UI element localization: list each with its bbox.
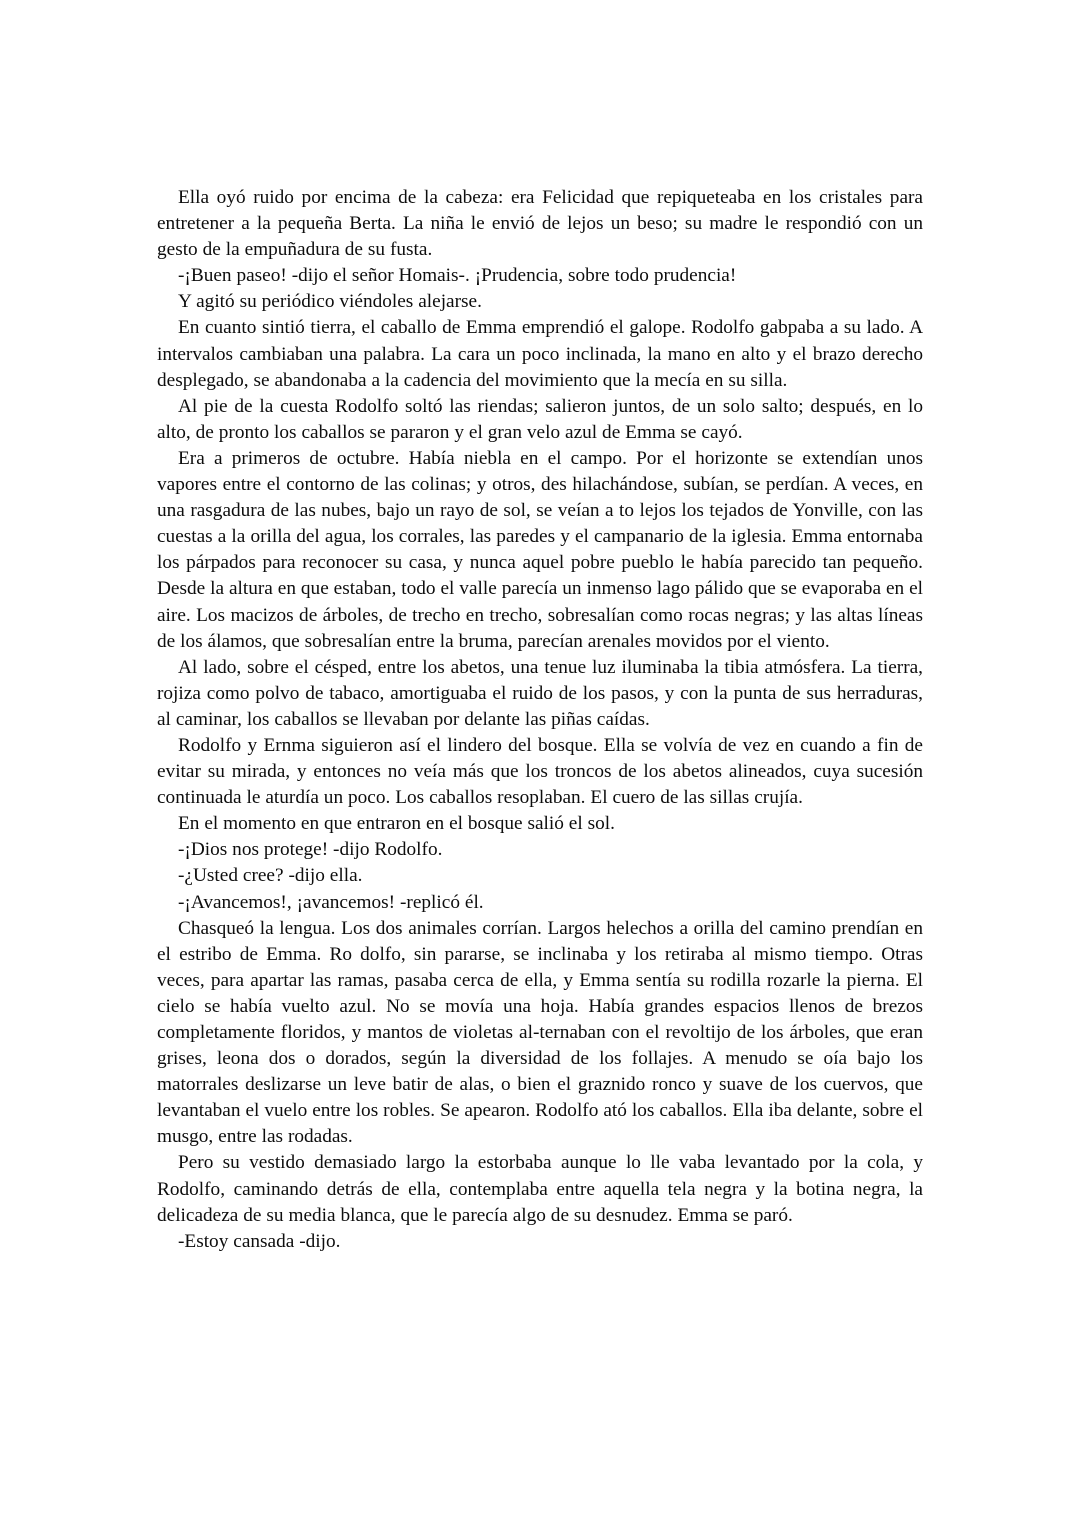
- body-text-block: [157, 185, 923, 1255]
- paragraph: En el momento en que entraron en el bosque salió el sol.: [178, 813, 615, 835]
- paragraph: -¡Avancemos!, ¡avancemos! -replicó él.: [178, 891, 484, 913]
- paragraph: -Estoy cansada -dijo.: [178, 1230, 341, 1252]
- paragraph: -¡Buen paseo! -dijo el señor Homais-. ¡Prudencia, sobre todo prudencia!: [178, 265, 737, 287]
- paragraph: -¡Dios nos protege! -dijo Rodolfo.: [178, 839, 443, 861]
- paragraph: Al lado, sobre el césped, entre los abetos, una tenue luz iluminaba la tibia atmósfera. La tierra, rojiza como polvo de tabaco, amortiguaba el ruido de los pasos, y con la punta de sus herraduras, al caminar, los caballos se llevaban por delante las piñas caídas.: [157, 656, 923, 730]
- paragraph: Pero su vestido demasiado largo la estorbaba aunque lo lle vaba levantado por la cola, y Rodolfo, caminando detrás de ella, contemplaba entre aquella tela negra y la botina negra, la delicadeza de su media blanca, que le parecía algo de su desnudez. Emma se paró.: [157, 1152, 923, 1226]
- paragraph: Y agitó su periódico viéndoles alejarse.: [178, 291, 482, 313]
- paragraph: Al pie de la cuesta Rodolfo soltó las riendas; salieron juntos, de un solo salto; después, en lo alto, de pronto los caballos se pararon y el gran velo azul de Emma se cayó.: [157, 395, 923, 443]
- paragraph: Ella oyó ruido por encima de la cabeza: era Felicidad que repiqueteaba en los cristales para entretener a la pequeña Berta. La niña le envió de lejos un beso; su madre le respondió con un gesto de la empuñadura de su fusta.: [157, 187, 923, 261]
- paragraph: Rodolfo y Ernma siguieron así el lindero del bosque. Ella se volvía de vez en cuando a fin de evitar su mirada, y entonces no veía más que los troncos de los abetos alineados, cuya sucesión continuada le aturdía un poco. Los caballos resoplaban. El cuero de las sillas crujía.: [157, 734, 923, 809]
- paragraph: Era a primeros de octubre. Había niebla en el campo. Por el horizonte se extendían unos vapores entre el contorno de las colinas; y otros, des hilachándose, subían, se perdían. A veces, en una rasgadura de las nubes, bajo un rayo de sol, se veían a to lejos los tejados de Yonville, con las cuestas a la orilla del agua, los corrales, las paredes y el campanario de la iglesia. Emma entornaba los párpados para reconocer su casa, y nunca aquel pobre pueblo le había parecido tan pequeño. Desde la altura en que estaban, todo el valle parecía un inmenso lago pálido que se evaporaba en el aire. Los macizos de árboles, de trecho en trecho, sobresalían como rocas negras; y las altas líneas de los álamos, que sobresalían entre la bruma, parecían arenales movidos por el viento.: [157, 447, 923, 652]
- paragraph: Chasqueó la lengua. Los dos animales corrían. Largos helechos a orilla del camino prendían en el estribo de Emma. Ro dolfo, sin pararse, se inclinaba y los retiraba al mismo tiempo. Otras veces, para apartar las ramas, pasaba cerca de ella, y Emma sentía su rodilla rozarle la pierna. El cielo se había vuelto azul. No se movía una hoja. Había grandes espacios llenos de brezos completamente floridos, y mantos de violetas al-ternaban con el revoltijo de los árboles, que eran grises, leona dos o dorados, según la diversidad de los follajes. A menudo se oía bajo los matorrales deslizarse un leve batir de alas, o bien el graznido ronco y suave de los cuervos, que levantaban el vuelo entre los robles. Se apearon. Rodolfo ató los caballos. Ella iba delante, sobre el musgo, entre las rodadas.: [157, 917, 923, 1148]
- paragraph: -¿Usted cree? -dijo ella.: [178, 865, 363, 887]
- paragraph: En cuanto sintió tierra, el caballo de Emma emprendió el galope. Rodolfo gabpaba a su lado. A intervalos cambiaban una palabra. La cara un poco inclinada, la mano en alto y el brazo derecho desplegado, se abandonaba a la cadencia del movimiento que la mecía en su silla.: [157, 317, 923, 391]
